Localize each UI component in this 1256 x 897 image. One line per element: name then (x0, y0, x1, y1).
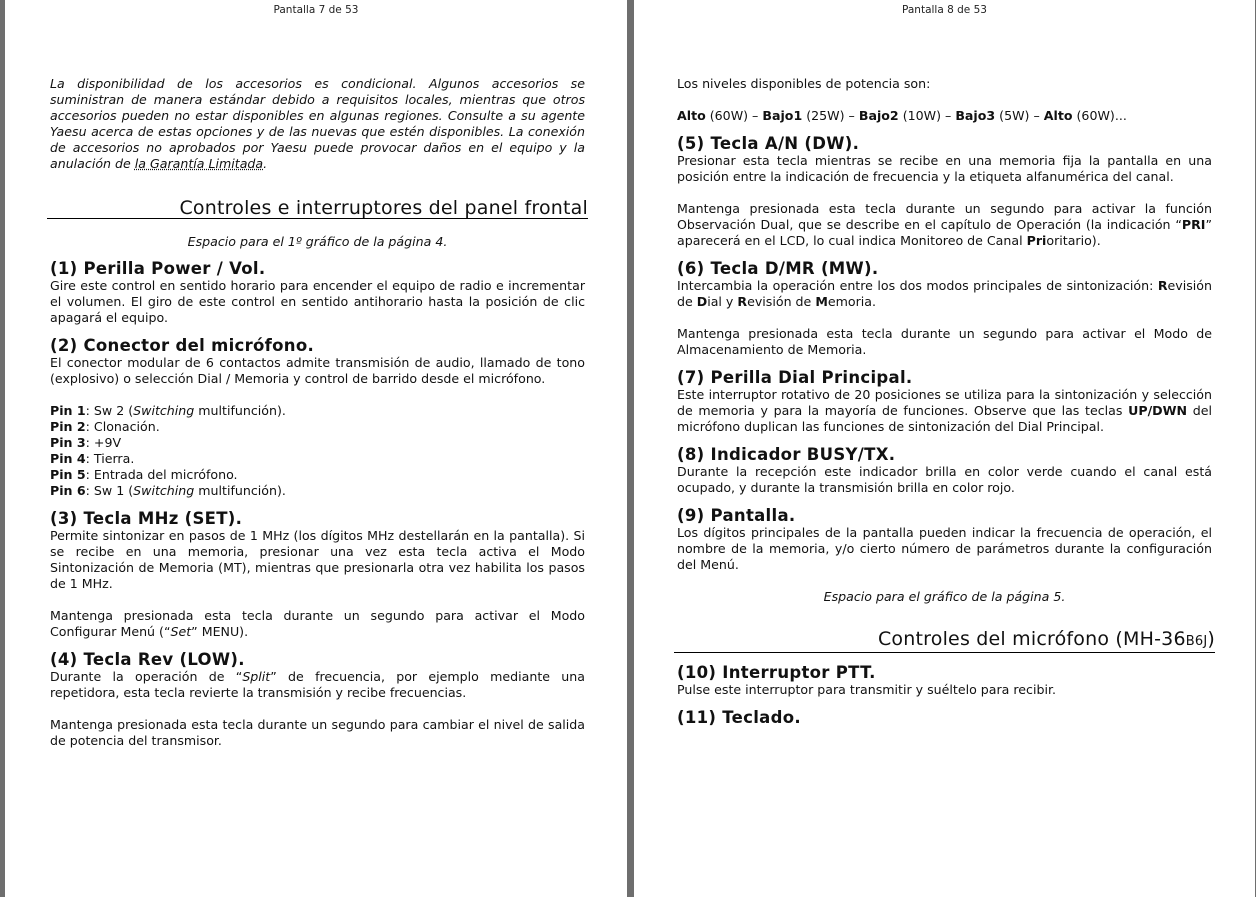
heading-mhz-key: (3) Tecla MHz (SET). (50, 509, 243, 528)
text-mic-connector: El conector modular de 6 contactos admite transmisión de audio, llamado de tono (explosivo) o selección Dial / Memoria y control de barrido desde el micrófono. (50, 355, 585, 386)
text-rev-key: Durante la operación de “Split” de frecuencia, por ejemplo mediante una repetidora, esta tecla revierte la transmisión y recibe frecuencias. (50, 669, 585, 700)
pin-item: Pin 5: Entrada del micrófono. (50, 467, 238, 482)
page-header: Pantalla 8 de 53 (902, 4, 987, 16)
text-an-key: Presionar esta tecla mientras se recibe en una memoria fija la pantalla en una posición entre la indicación de frecuencia y la etiqueta alfanumérica del canal. (677, 153, 1212, 184)
heading-rev-key: (4) Tecla Rev (LOW). (50, 650, 245, 669)
text-main-dial: Este interruptor rotativo de 20 posiciones se utiliza para la sintonización y selección de memoria y para la mayoría de funciones. Observe que las teclas UP/DWN del micrófono duplican las funciones de sintonización del Dial Principal. (677, 387, 1212, 434)
pin-list (50, 403, 585, 499)
text-dmr-key: Intercambia la operación entre los dos modos principales de sintonización: Revisión de Dial y Revisión de Memoria. (677, 278, 1212, 309)
power-levels-intro: Los niveles disponibles de potencia son: (677, 76, 931, 91)
heading-ptt: (10) Interruptor PTT. (677, 663, 876, 682)
section-title-microphone: Controles del micrófono (MH-36B6J) (674, 631, 1215, 653)
page-right (634, 0, 1255, 897)
heading-keypad: (11) Teclado. (677, 708, 801, 727)
heading-main-dial: (7) Perilla Dial Principal. (677, 368, 913, 387)
heading-busy-tx: (8) Indicador BUSY/TX. (677, 445, 896, 464)
text-ptt: Pulse este interruptor para transmitir y suéltelo para recibir. (677, 682, 1056, 697)
pin-item: Pin 4: Tierra. (50, 451, 135, 466)
page-content (677, 76, 1215, 727)
text-rev-key-hold: Mantenga presionada esta tecla durante un segundo para cambiar el nivel de salida de potencia del transmisor. (50, 717, 585, 748)
figure-placeholder-caption: Espacio para el 1º gráfico de la página 4. (187, 234, 448, 249)
pin-item: Pin 3: +9V (50, 435, 122, 450)
power-levels: Alto (60W) – Bajo1 (25W) – Bajo2 (10W) – Bajo3 (5W) – Alto (60W)... (677, 108, 1127, 123)
section-title-front-panel: Controles e interruptores del panel frontal (47, 200, 588, 219)
text-busy-tx: Durante la recepción este indicador brilla en color verde cuando el canal está ocupado, y durante la transmisión brilla en color rojo. (677, 464, 1212, 495)
text-dmr-key-hold: Mantenga presionada esta tecla durante un segundo para activar el Modo de Almacenamiento de Memoria. (677, 326, 1212, 357)
pin-item: Pin 6: Sw 1 (Switching multifunción). (50, 483, 286, 498)
heading-dmr-key: (6) Tecla D/MR (MW). (677, 259, 879, 278)
text-display: Los dígitos principales de la pantalla pueden indicar la frecuencia de operación, el nombre de la memoria, y/o cierto número de parámetros durante la configuración del Menú. (677, 525, 1212, 572)
figure-placeholder-caption: Espacio para el gráfico de la página 5. (823, 589, 1066, 604)
pin-item: Pin 2: Clonación. (50, 419, 160, 434)
page-header: Pantalla 7 de 53 (273, 4, 359, 16)
heading-an-key: (5) Tecla A/N (DW). (677, 134, 860, 153)
page-content (50, 76, 588, 749)
pin-item: Pin 1: Sw 2 (Switching multifunción). (50, 403, 286, 418)
heading-power-vol: (1) Perilla Power / Vol. (50, 259, 266, 278)
heading-display: (9) Pantalla. (677, 506, 796, 525)
text-mhz-key: Permite sintonizar en pasos de 1 MHz (los dígitos MHz destellarán en la pantalla). Si se recibe en una memoria, presionar una vez esta tecla activa el Modo Sintonización de Memoria (MT), mientras que presionarla otra vez habilita los pasos de 1 MHz. (50, 528, 585, 591)
heading-mic-connector: (2) Conector del micrófono. (50, 336, 315, 355)
text-power-vol: Gire este control en sentido horario para encender el equipo de radio e incrementar el volumen. El giro de este control en sentido antihorario hasta la posición de clic apagará el equipo. (50, 278, 585, 325)
accessories-notice: La disponibilidad de los accesorios es condicional. Algunos accesorios se suministran de manera estándar debido a requisitos locales, mientras que otros accesorios pueden no estar disponibles en algunas regiones. Consulte a su agente Yaesu acerca de estas opciones y de las nuevas que estén disponibles. La conexión de accesorios no aprobados por Yaesu puede provocar daños en el equipo y la anulación de la Garantía Limitada. (50, 76, 585, 171)
page-left (5, 0, 627, 897)
text-mhz-key-hold: Mantenga presionada esta tecla durante un segundo para activar el Modo Configurar Menú (“Set” MENU). (50, 608, 585, 639)
text-an-key-hold: Mantenga presionada esta tecla durante un segundo para activar la función Observación Dual, que se describe en el capítulo de Operación (la indicación “PRI” aparecerá en el LCD, lo cual indica Monitoreo de Canal Prioritario). (677, 201, 1212, 248)
